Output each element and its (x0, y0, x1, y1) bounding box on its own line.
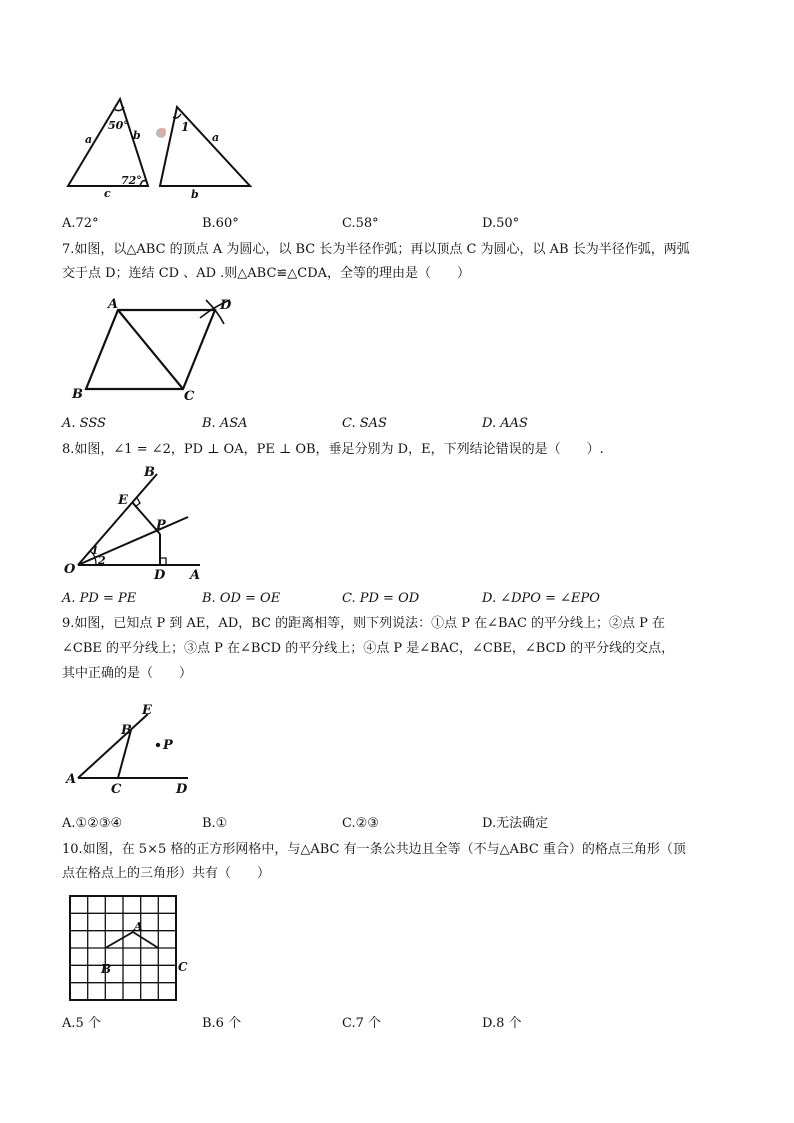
q8-option-d: D. ∠DPO = ∠EPO (482, 591, 600, 606)
q8-label-1: 1 (91, 544, 99, 557)
q10-label-c: C (178, 960, 188, 974)
q6-angle-1: 1 (181, 120, 190, 134)
q8-label-e: E (118, 493, 128, 508)
q8-text-line1: 8.如图，∠1 = ∠2，PD ⊥ OA，PE ⊥ OB，垂足分别为 D，E，下列结论错误的是（ ）. (62, 442, 604, 457)
q7-option-a: A. SSS (62, 416, 106, 431)
q6-angle-50: 50° (108, 119, 129, 132)
q8-label-a: A (190, 568, 201, 583)
q8-figure (60, 462, 210, 587)
q7-text-line1: 7.如图，以△ABC 的顶点 A 为圆心，以 BC 长为半径作弧；再以顶点 C 为圆心，以 AB 长为半径作弧，两弧 (62, 242, 690, 257)
q8-option-a: A. PD = PE (62, 591, 137, 606)
q7-option-b: B. ASA (202, 416, 248, 431)
q10-triangle-abc (105, 932, 158, 948)
q9-label-c: C (111, 782, 122, 797)
q9-option-c: C.②③ (342, 816, 379, 831)
q10-option-a: A.5 个 (62, 1016, 101, 1031)
q8-label-p: P (156, 518, 166, 533)
q6-right-triangle (160, 107, 250, 186)
q9-label-e: E (142, 703, 152, 718)
q7-label-d: D (220, 298, 232, 313)
q6-option-b: B.60° (202, 216, 239, 231)
q6-left-triangle (68, 99, 148, 186)
q9-label-a: A (66, 772, 77, 787)
q10-label-a: A (134, 920, 143, 933)
q9-text-line3: 其中正确的是（ ） (62, 666, 193, 681)
q8-label-d: D (154, 568, 166, 583)
q7-label-c: C (184, 389, 195, 404)
q9-text-line1: 9.如图，已知点 P 到 AE，AD，BC 的距离相等，则下列说法：①点 P 在∠BAC 的平分线上；②点 P 在 (62, 616, 666, 631)
q9-ray-ae (78, 714, 148, 778)
q6-option-c: C.58° (342, 216, 379, 231)
q7-figure (60, 292, 250, 402)
q6-side-a-right: a (212, 131, 220, 144)
q8-option-c: C. PD = OD (342, 591, 420, 606)
q6-side-c: c (104, 187, 111, 200)
q9-option-d: D.无法确定 (482, 816, 549, 831)
q9-label-d: D (176, 782, 188, 797)
q10-text-line2: 点在格点上的三角形）共有（ ） (62, 866, 271, 881)
q10-option-d: D.8 个 (482, 1016, 522, 1031)
q10-option-b: B.6 个 (202, 1016, 242, 1031)
q9-label-p: P (163, 738, 173, 753)
q6-option-a: A.72° (62, 216, 99, 231)
q9-option-b: B.① (202, 816, 228, 831)
q6-stamp-icon (156, 128, 166, 138)
q9-label-b: B (121, 723, 132, 738)
q8-label-2: 2 (98, 554, 106, 567)
q7-text-line2: 交于点 D；连结 CD 、AD .则△ABC≌△CDA，全等的理由是（ ） (62, 266, 471, 281)
q10-option-c: C.7 个 (342, 1016, 382, 1031)
q8-label-o: O (64, 562, 76, 577)
q10-figure (60, 890, 200, 1005)
q6-side-a-left: a (85, 133, 93, 146)
q7-label-a: A (108, 297, 119, 312)
q9-point-p (156, 743, 160, 747)
q6-side-b-right: b (191, 188, 199, 201)
q9-text-line2: ∠CBE 的平分线上；③点 P 在∠BCD 的平分线上；④点 P 是∠BAC，∠CBE，∠BCD 的平分线的交点， (62, 641, 675, 656)
q9-option-a: A.①②③④ (62, 816, 123, 831)
q10-text-line1: 10.如图，在 5×5 格的正方形网格中，与△ABC 有一条公共边且全等（不与△ABC 重合）的格点三角形（顶 (62, 842, 686, 857)
q10-grid (70, 896, 176, 1000)
q6-angle-72: 72° (121, 174, 142, 187)
q10-label-b: B (101, 962, 112, 976)
q7-option-c: C. SAS (342, 416, 387, 431)
q8-option-b: B. OD = OE (202, 591, 281, 606)
q9-figure (60, 700, 200, 800)
q7-label-b: B (72, 387, 83, 402)
q6-option-d: D.50° (482, 216, 520, 231)
q8-label-b: B (144, 465, 155, 480)
q6-side-b-left: b (133, 129, 141, 142)
q6-figure (60, 95, 260, 200)
q7-diagonal-ac (118, 310, 183, 389)
q7-option-d: D. AAS (482, 416, 528, 431)
